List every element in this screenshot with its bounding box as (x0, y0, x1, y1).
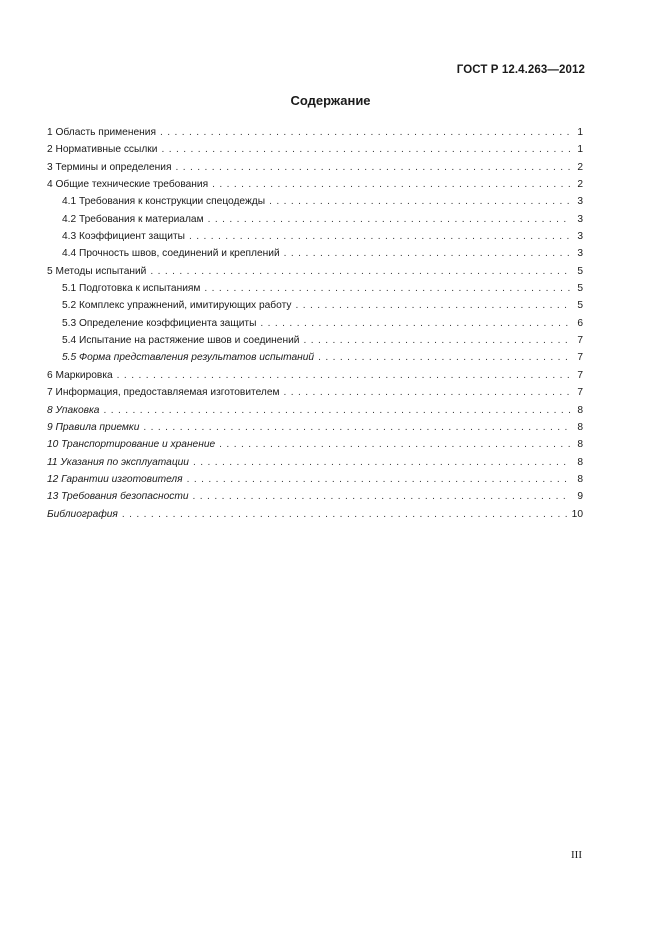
toc-entry-label: 5 Методы испытаний (47, 265, 147, 277)
toc-entry-page: 7 (577, 352, 583, 364)
toc-entry-page: 5 (577, 283, 583, 295)
toc-entry-label: 1 Область применения (47, 127, 156, 138)
toc-entry-label: 8 Упаковка (47, 404, 100, 416)
toc-entry-label: 4 Общие технические требования (47, 179, 209, 191)
toc-entry-label: 4.4 Прочность швов, соединений и креплений (62, 248, 280, 260)
toc-entry[interactable] (47, 263, 583, 280)
toc-entry[interactable] (47, 315, 583, 332)
toc-leader-dots (161, 141, 571, 158)
toc-leader-dots (193, 454, 571, 471)
toc-leader-dots (284, 384, 571, 401)
toc-entry-label: 5.4 Испытание на растяжение швов и соединений (62, 335, 300, 347)
toc-leader-dots (143, 419, 571, 436)
toc-entry-label: Библиография (47, 508, 118, 520)
toc-entry-page: 8 (577, 473, 583, 485)
toc-leader-dots (160, 124, 571, 141)
toc-entry[interactable] (47, 176, 583, 193)
toc-entry[interactable] (47, 159, 583, 176)
toc-entry-label: 3 Термины и определения (47, 161, 172, 173)
toc-entry-page: 1 (577, 144, 583, 156)
toc-entry-page: 10 (571, 508, 583, 520)
page-number: III (571, 849, 582, 861)
toc-leader-dots (284, 245, 571, 262)
toc-leader-dots (295, 297, 571, 314)
toc-entry-label: 5.5 Форма представления результатов испытаний (62, 352, 315, 364)
toc-entry-page: 5 (577, 300, 583, 312)
toc-entry-label: 2 Нормативные ссылки (47, 144, 158, 156)
toc-entry[interactable] (47, 349, 583, 366)
toc-entry-page: 8 (577, 421, 583, 433)
toc-entry[interactable] (47, 488, 583, 505)
table-of-contents (47, 124, 583, 523)
toc-entry[interactable] (47, 384, 583, 401)
toc-entry-label: 10 Транспортирование и хранение (47, 439, 216, 451)
toc-entry-label: 5.3 Определение коэффициента защиты (62, 317, 257, 329)
toc-entry-page: 2 (577, 179, 583, 191)
toc-entry[interactable] (47, 297, 583, 314)
toc-entry[interactable] (47, 436, 583, 453)
document-code: ГОСТ Р 12.4.263—2012 (456, 64, 585, 76)
toc-entry-label: 4.1 Требования к конструкции спецодежды (62, 196, 266, 208)
toc-entry-page: 8 (577, 439, 583, 451)
toc-leader-dots (219, 436, 571, 453)
toc-leader-dots (122, 506, 568, 523)
toc-entry-page: 8 (577, 456, 583, 468)
toc-entry-label: 9 Правила приемки (47, 421, 140, 433)
toc-leader-dots (208, 211, 571, 228)
toc-entry[interactable] (47, 245, 583, 262)
toc-entry-page: 8 (577, 404, 583, 416)
toc-entry[interactable] (47, 228, 583, 245)
toc-entry-label: 5.2 Комплекс упражнений, имитирующих работу (62, 300, 292, 312)
toc-leader-dots (150, 263, 571, 280)
toc-entry-page: 7 (577, 335, 583, 347)
toc-entry[interactable] (47, 332, 583, 349)
toc-entry[interactable] (47, 402, 583, 419)
toc-entry[interactable] (47, 141, 583, 158)
toc-entry[interactable] (47, 471, 583, 488)
toc-entry-label: 13 Требования безопасности (47, 491, 189, 503)
toc-entry-page: 1 (577, 127, 583, 138)
toc-entry-page: 3 (577, 231, 583, 243)
toc-entry-page: 3 (577, 196, 583, 208)
toc-entry-page: 2 (577, 161, 583, 173)
toc-entry[interactable] (47, 454, 583, 471)
toc-leader-dots (103, 402, 571, 419)
toc-entry[interactable] (47, 506, 583, 523)
toc-entry-page: 6 (577, 317, 583, 329)
toc-entry-label: 4.2 Требования к материалам (62, 213, 204, 225)
toc-entry[interactable] (47, 367, 583, 384)
toc-entry[interactable] (47, 124, 583, 141)
toc-entry-page: 9 (577, 491, 583, 503)
toc-leader-dots (117, 367, 571, 384)
toc-entry-page: 7 (577, 369, 583, 381)
toc-leader-dots (212, 176, 571, 193)
toc-entry[interactable] (47, 211, 583, 228)
toc-entry[interactable] (47, 419, 583, 436)
toc-leader-dots (193, 488, 571, 505)
toc-entry-page: 5 (577, 265, 583, 277)
toc-leader-dots (175, 159, 571, 176)
toc-entry-label: 12 Гарантии изготовителя (47, 473, 183, 485)
toc-entry[interactable] (47, 193, 583, 210)
toc-leader-dots (269, 193, 571, 210)
toc-leader-dots (187, 471, 571, 488)
toc-leader-dots (260, 315, 571, 332)
toc-entry-label: 6 Маркировка (47, 369, 113, 381)
toc-leader-dots (318, 349, 571, 366)
toc-entry-page: 7 (577, 387, 583, 399)
toc-entry-page: 3 (577, 248, 583, 260)
toc-leader-dots (204, 280, 571, 297)
toc-entry-label: 11 Указания по эксплуатации (47, 456, 189, 468)
toc-leader-dots (189, 228, 571, 245)
toc-entry[interactable] (47, 280, 583, 297)
toc-leader-dots (303, 332, 571, 349)
toc-entry-label: 4.3 Коэффициент защиты (62, 231, 185, 243)
page-title: Содержание (290, 93, 371, 108)
toc-entry-label: 5.1 Подготовка к испытаниям (62, 283, 201, 295)
toc-entry-page: 3 (577, 213, 583, 225)
toc-entry-label: 7 Информация, предоставляемая изготовителем (47, 387, 280, 399)
